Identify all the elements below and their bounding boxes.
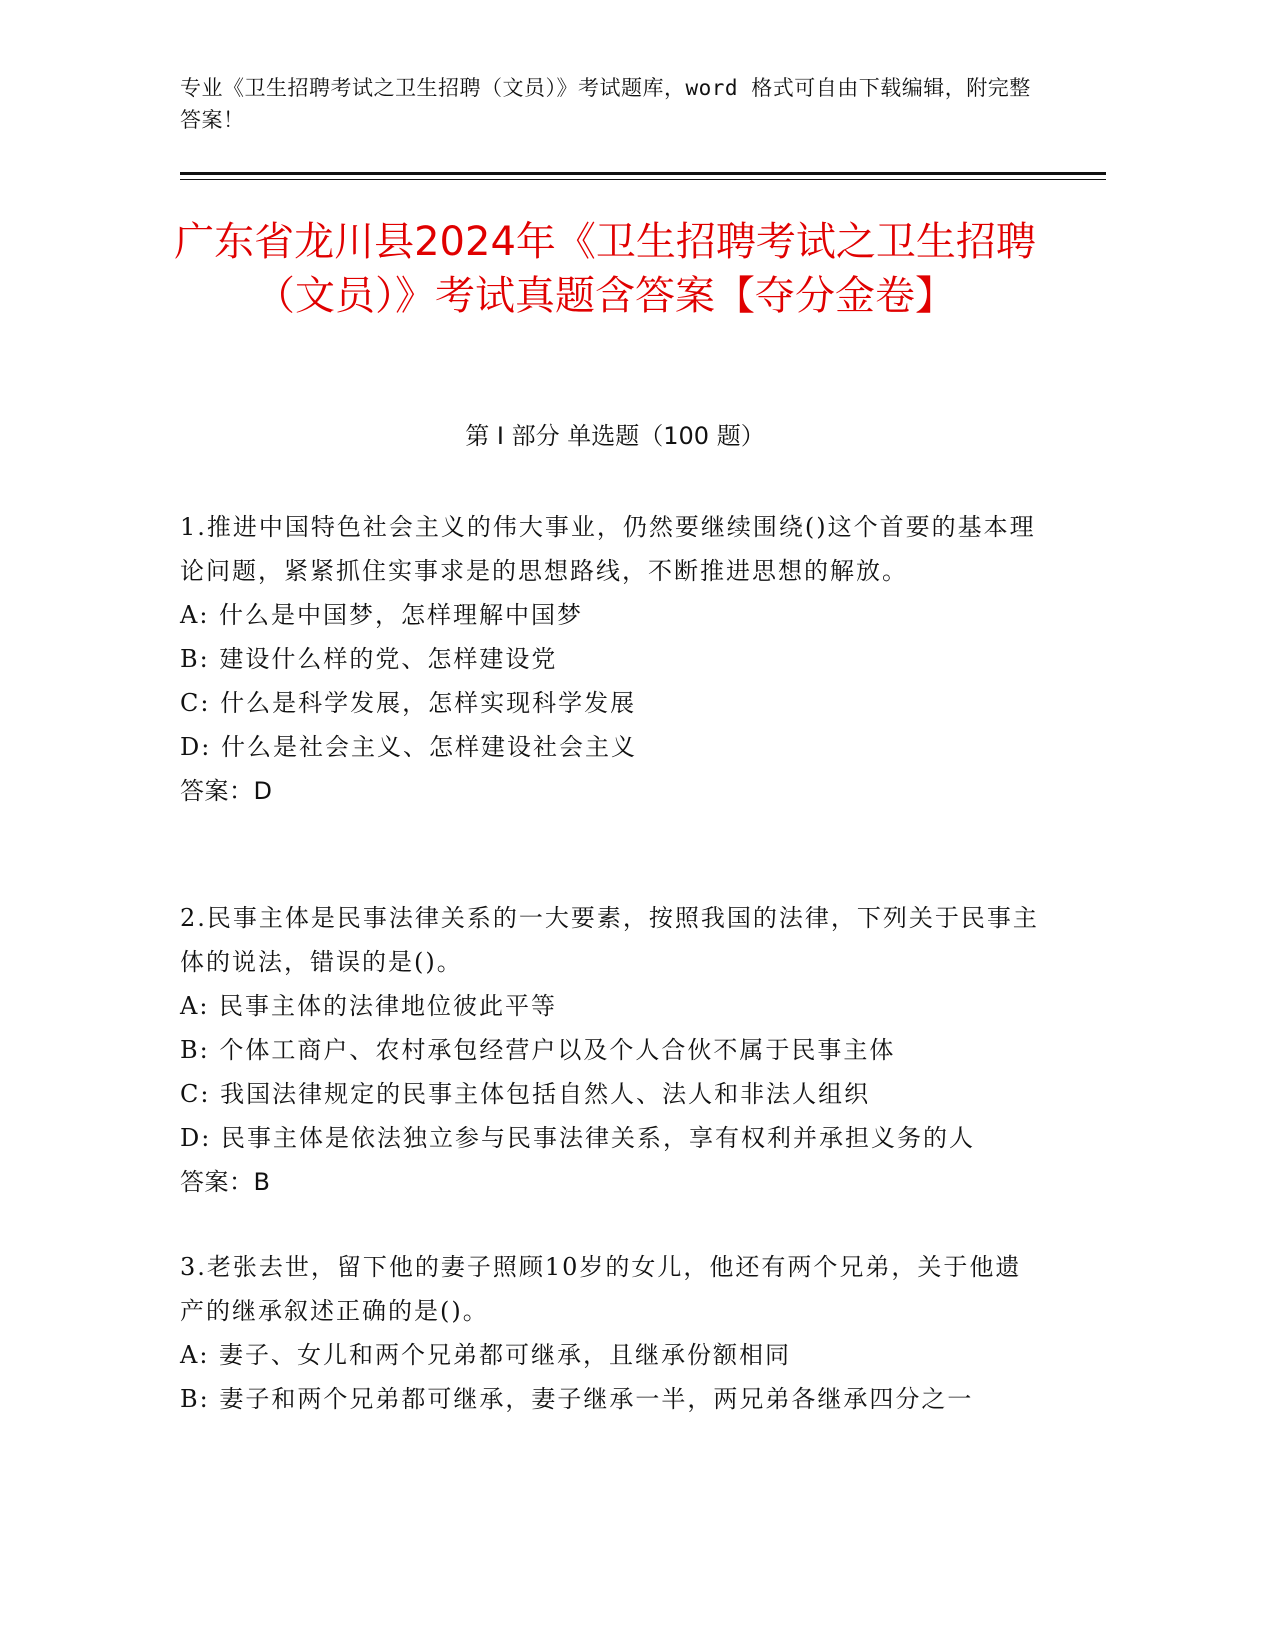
document-title: 广东省龙川县2024年《卫生招聘考试之卫生招聘（文员）》考试真题含答案【夺分金卷】 xyxy=(174,219,1036,319)
answer: 答案：D xyxy=(180,777,273,805)
option-c: C: 我国法律规定的民事主体包括自然人、法人和非法人组织 xyxy=(180,1080,871,1108)
question-text: 2.民事主体是民事法律关系的一大要素，按照我国的法律，下列关于民事主体的说法，错误的是()。 xyxy=(180,904,1039,976)
question-text: 1.推进中国特色社会主义的伟大事业，仍然要继续围绕()这个首要的基本理论问题，紧紧抓住实事求是的思想路线，不断推进思想的解放。 xyxy=(180,513,1036,585)
header-divider-thin xyxy=(180,179,1106,180)
option-a: A: 民事主体的法律地位彼此平等 xyxy=(180,992,558,1020)
answer: 答案：B xyxy=(180,1168,271,1196)
option-b: B: 个体工商户、农村承包经营户以及个人合伙不属于民事主体 xyxy=(180,1036,896,1064)
header-note: 专业《卫生招聘考试之卫生招聘（文员）》考试题库，word 格式可自由下载编辑，附完整答案！ xyxy=(180,76,1031,132)
question-3 xyxy=(180,1245,1040,1421)
option-c: C: 什么是科学发展，怎样实现科学发展 xyxy=(180,689,637,717)
question-2 xyxy=(180,896,1040,1204)
option-a: A: 什么是中国梦，怎样理解中国梦 xyxy=(180,601,584,629)
question-1 xyxy=(180,505,1040,813)
option-d: D: 什么是社会主义、怎样建设社会主义 xyxy=(180,733,637,761)
option-d: D: 民事主体是依法独立参与民事法律关系，享有权利并承担义务的人 xyxy=(180,1124,975,1152)
header-divider-thick xyxy=(180,172,1106,175)
question-text: 3.老张去世，留下他的妻子照顾10岁的女儿，他还有两个兄弟，关于他遗产的继承叙述正确的是()。 xyxy=(180,1253,1022,1325)
option-b: B: 妻子和两个兄弟都可继承，妻子继承一半，两兄弟各继承四分之一 xyxy=(180,1385,974,1413)
option-a: A: 妻子、女儿和两个兄弟都可继承，且继承份额相同 xyxy=(180,1341,792,1369)
section-title: 第 I 部分 单选题（100 题） xyxy=(465,422,765,450)
option-b: B: 建设什么样的党、怎样建设党 xyxy=(180,645,558,673)
